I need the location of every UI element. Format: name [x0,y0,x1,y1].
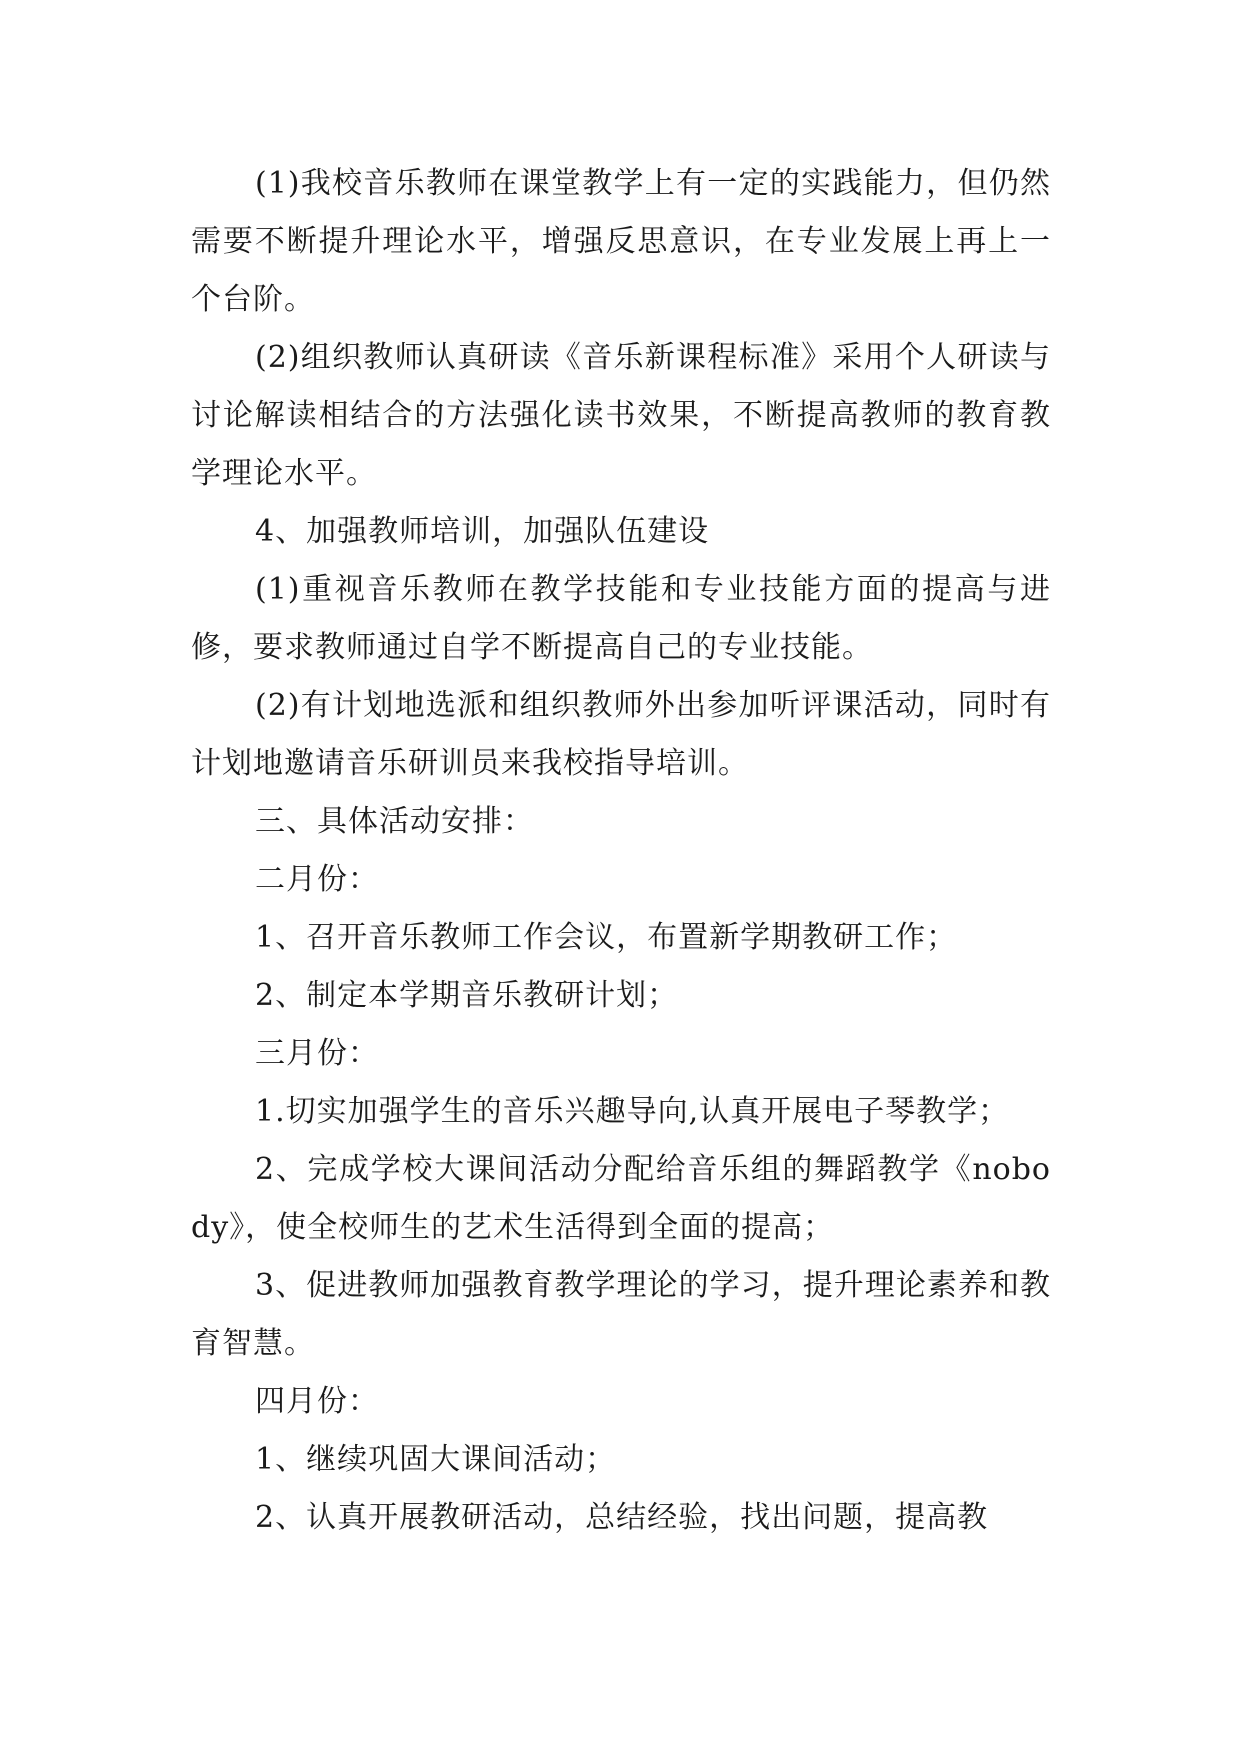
april-item-2: 2、认真开展教研活动，总结经验，找出问题，提高教 [255,1500,989,1535]
paragraph-4: (1)重视音乐教师在教学技能和专业技能方面的提高与进修，要求教师通过自学不断提高自己的专业技能。 [191,572,1051,665]
march-item-1: 1.切实加强学生的音乐兴趣导向,认真开展电子琴教学； [255,1094,1010,1129]
february-item-1: 1、召开音乐教师工作会议，布置新学期教研工作； [255,920,958,955]
march-item-2: 2、完成学校大课间活动分配给音乐组的舞蹈教学《nobody》，使全校师生的艺术生活得到全面的提高； [191,1152,1051,1245]
paragraph-5: (2)有计划地选派和组织教师外出参加听评课活动，同时有计划地邀请音乐研训员来我校指导培训。 [191,688,1051,781]
paragraph-3: 4、加强教师培训，加强队伍建设 [255,514,710,549]
april-item-1: 1、继续巩固大课间活动； [255,1442,617,1477]
paragraph-1: (1)我校音乐教师在课堂教学上有一定的实践能力，但仍然需要不断提升理论水平，增强反思意识，在专业发展上再上一个台阶。 [191,166,1051,317]
paragraph-2: (2)组织教师认真研读《音乐新课程标准》采用个人研读与讨论解读相结合的方法强化读书效果，不断提高教师的教育教学理论水平。 [191,340,1051,491]
march-item-3: 3、促进教师加强教育教学理论的学习，提升理论素养和教育智慧。 [191,1268,1051,1361]
february-item-2: 2、制定本学期音乐教研计划； [255,978,679,1013]
month-heading-april: 四月份： [255,1384,379,1419]
month-heading-march: 三月份： [255,1036,379,1071]
document-body [191,155,1051,1547]
section-heading-activities: 三、具体活动安排： [255,804,534,839]
month-heading-february: 二月份： [255,862,379,897]
